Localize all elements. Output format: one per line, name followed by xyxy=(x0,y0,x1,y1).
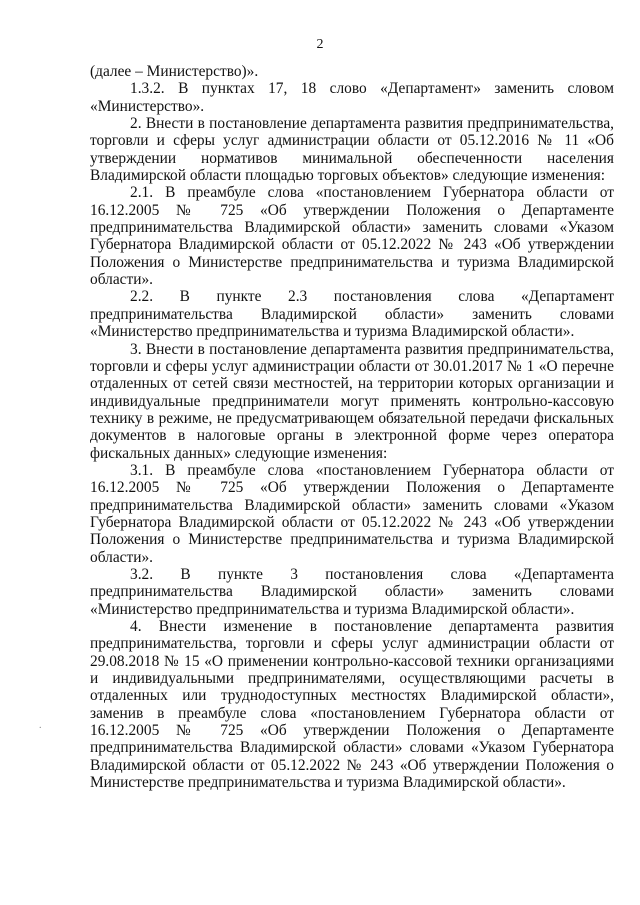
paragraph-2-2: 2.2. В пункте 2.3 постановления слова «Департамент предпринимательства Владимирской области» заменить словами «Министерство предпринимательства и туризма Владимирской области». xyxy=(90,288,614,341)
paragraph-3: 3. Внести в постановление департамента развития предпринимательства, торговли и сферы услуг администрации области от 30.01.2017 № 1 «О перечне отдаленных от сетей связи местностей, на территории которых организации и индивидуальные предприниматели могут применять контрольно-кассовую технику в режиме, не предусматривающем обязательной передачи фискальных документов в налоговые органы в электронной форме через оператора фискальных данных» следующие изменения: xyxy=(90,340,614,462)
document-body xyxy=(90,63,614,791)
paragraph-3-1: 3.1. В преамбуле слова «постановлением Губернатора области от 16.12.2005 № 725 «Об утверждении Положения о Департаменте предпринимательства Владимирской области» заменить словами «Указом Губернатора Владимирской области от 05.12.2022 № 243 «Об утверждении Положения о Министерстве предпринимательства и туризма Владимирской области». xyxy=(90,461,614,566)
paragraph-1-3-2: 1.3.2. В пунктах 17, 18 слово «Департамент» заменить словом «Министерство». xyxy=(90,80,614,115)
paragraph-3-2: 3.2. В пункте 3 постановления слова «Департамента предпринимательства Владимирской области» заменить словами «Министерство предпринимательства и туризма Владимирской области». xyxy=(90,565,614,618)
paragraph-4: 4. Внести изменение в постановление департамента развития предпринимательства, торговли и сферы услуг администрации области от 29.08.2018 № 15 «О применении контрольно-кассовой техники организациями и индивидуальными предпринимателями, осуществляющими расчеты в отдаленных или труднодоступных местностях Владимирской области», заменив в преамбуле слова «постановлением Губернатора области от 16.12.2005 № 725 «Об утверждении Положения о Департаменте предпринимательства Владимирской области» словами «Указом Губернатора Владимирской области от 05.12.2022 № 243 «Об утверждении Положения о Министерстве предпринимательства и туризма Владимирской области». xyxy=(90,618,614,792)
paragraph-continuation: (далее – Министерство)». xyxy=(90,63,259,80)
paragraph-2-1: 2.1. В преамбуле слова «постановлением Губернатора области от 16.12.2005 № 725 «Об утверждении Положения о Департаменте предпринимательства Владимирской области» заменить словами «Указом Губернатора Владимирской области от 05.12.2022 № 243 «Об утверждении Положения о Министерстве предпринимательства и туризма Владимирской области». xyxy=(90,184,614,289)
page-number: 2 xyxy=(316,37,324,52)
margin-mark: . xyxy=(39,720,42,731)
paragraph-2: 2. Внести в постановление департамента развития предпринимательства, торговли и сферы услуг администрации области от 05.12.2016 № 11 «Об утверждении нормативов минимальной обеспеченности населения Владимирской области площадью торговых объектов» следующие изменения: xyxy=(90,115,614,185)
